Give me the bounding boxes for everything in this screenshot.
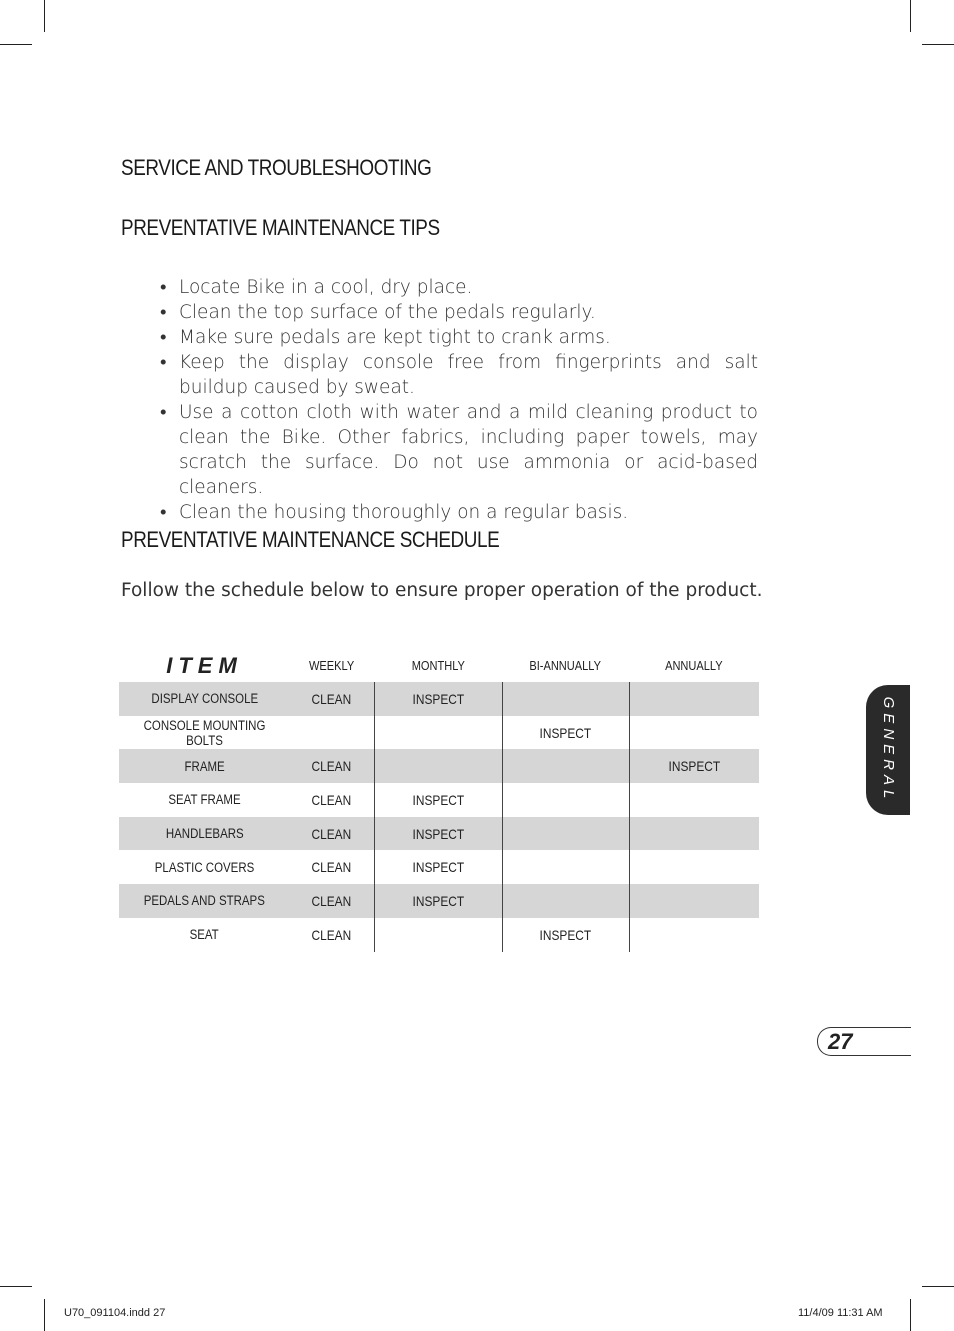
table-cell: [629, 783, 759, 817]
table-cell: SEAT: [189, 927, 220, 943]
table-cell: CLEAN: [290, 749, 374, 783]
tips-list: [160, 275, 758, 525]
table-cell: [502, 817, 629, 851]
list-item: • Locate Bike in a cool, dry place.: [160, 275, 758, 300]
table-cell: [374, 749, 502, 783]
crop-mark: [0, 44, 32, 45]
crop-mark: [0, 1286, 32, 1287]
table-cell: INSPECT: [374, 884, 502, 918]
crop-mark: [910, 1299, 911, 1331]
table-row: [119, 918, 759, 952]
table-cell: INSPECT: [374, 682, 502, 716]
crop-mark: [44, 0, 45, 32]
table-cell: CLEAN: [290, 817, 374, 851]
column-header-item: ITEM: [166, 652, 243, 678]
table-cell: [629, 716, 759, 750]
table-cell: CLEAN: [290, 783, 374, 817]
column-header-bi-annually: BI-ANNUALLY: [529, 658, 602, 673]
list-item: • Keep the display console free from fingerprints and salt buildup caused by sweat.: [160, 350, 758, 400]
table-cell: FRAME: [119, 749, 290, 783]
table-cell: [629, 884, 759, 918]
column-header-annually: ANNUALLY: [665, 658, 723, 673]
crop-mark: [922, 44, 954, 45]
list-item: • Make sure pedals are kept tight to crank arms.: [160, 325, 758, 350]
list-item: • Clean the top surface of the pedals regularly.: [160, 300, 758, 325]
table-cell: [374, 918, 502, 952]
column-header-weekly: WEEKLY: [309, 658, 355, 673]
maintenance-schedule-table: [119, 649, 759, 952]
table-cell: CLEAN: [290, 682, 374, 716]
slug-date: 11/4/09 11:31 AM: [798, 1307, 883, 1319]
table-header-row: [119, 649, 759, 682]
table-row: [119, 884, 759, 918]
table-row: [119, 682, 759, 716]
table-cell: [502, 749, 629, 783]
schedule-intro: Follow the schedule below to ensure proper operation of the product.: [121, 580, 763, 601]
table-cell: [629, 918, 759, 952]
table-cell: [502, 850, 629, 884]
list-item: • Clean the housing thoroughly on a regular basis.: [160, 500, 758, 525]
schedule-heading: PREVENTATIVE MAINTENANCE SCHEDULE: [121, 527, 500, 552]
table-row: [119, 716, 759, 750]
column-header-monthly: MONTHLY: [411, 658, 465, 673]
table-cell: PLASTIC COVERS: [154, 859, 255, 875]
table-cell: [290, 716, 374, 750]
table-cell: INSPECT: [629, 749, 759, 783]
section-tab: [866, 685, 910, 815]
table-cell: [374, 716, 502, 750]
table-cell: DISPLAY CONSOLE: [119, 682, 290, 716]
tips-heading: PREVENTATIVE MAINTENANCE TIPS: [121, 215, 440, 240]
table-cell: CLEAN: [290, 850, 374, 884]
crop-mark: [44, 1299, 45, 1331]
list-item: • Use a cotton cloth with water and a mild cleaning product to clean the Bike. Other fabrics, including paper towels, may scratch the surface. Do not use ammonia or acid-based cleaners.: [160, 400, 758, 500]
table-cell: [629, 850, 759, 884]
table-row: [119, 749, 759, 783]
table-cell: CLEAN: [290, 884, 374, 918]
page-number-box: [817, 1027, 911, 1056]
table-cell: INSPECT: [374, 817, 502, 851]
section-tab-label: GENERAL: [880, 696, 897, 804]
table-cell: CLEAN: [290, 918, 374, 952]
section-title: SERVICE AND TROUBLESHOOTING: [121, 155, 432, 180]
crop-mark: [922, 1286, 954, 1287]
table-cell: [629, 682, 759, 716]
table-cell: [502, 884, 629, 918]
table-cell: [502, 682, 629, 716]
table-cell: INSPECT: [502, 716, 629, 750]
table-cell: INSPECT: [374, 783, 502, 817]
table-cell: HANDLEBARS: [119, 817, 290, 851]
table-row: [119, 850, 759, 884]
table-cell: SEAT FRAME: [168, 792, 241, 808]
table-row: [119, 783, 759, 817]
table-cell: [629, 817, 759, 851]
table-cell: CONSOLE MOUNTING BOLTS: [143, 717, 266, 748]
table-row: [119, 817, 759, 851]
table-cell: [502, 783, 629, 817]
page-number: 27: [828, 1029, 853, 1054]
table-cell: PEDALS AND STRAPS: [119, 884, 290, 918]
table-cell: INSPECT: [502, 918, 629, 952]
slug-file: U70_091104.indd 27: [64, 1307, 166, 1319]
table-cell: INSPECT: [374, 850, 502, 884]
crop-mark: [910, 0, 911, 32]
